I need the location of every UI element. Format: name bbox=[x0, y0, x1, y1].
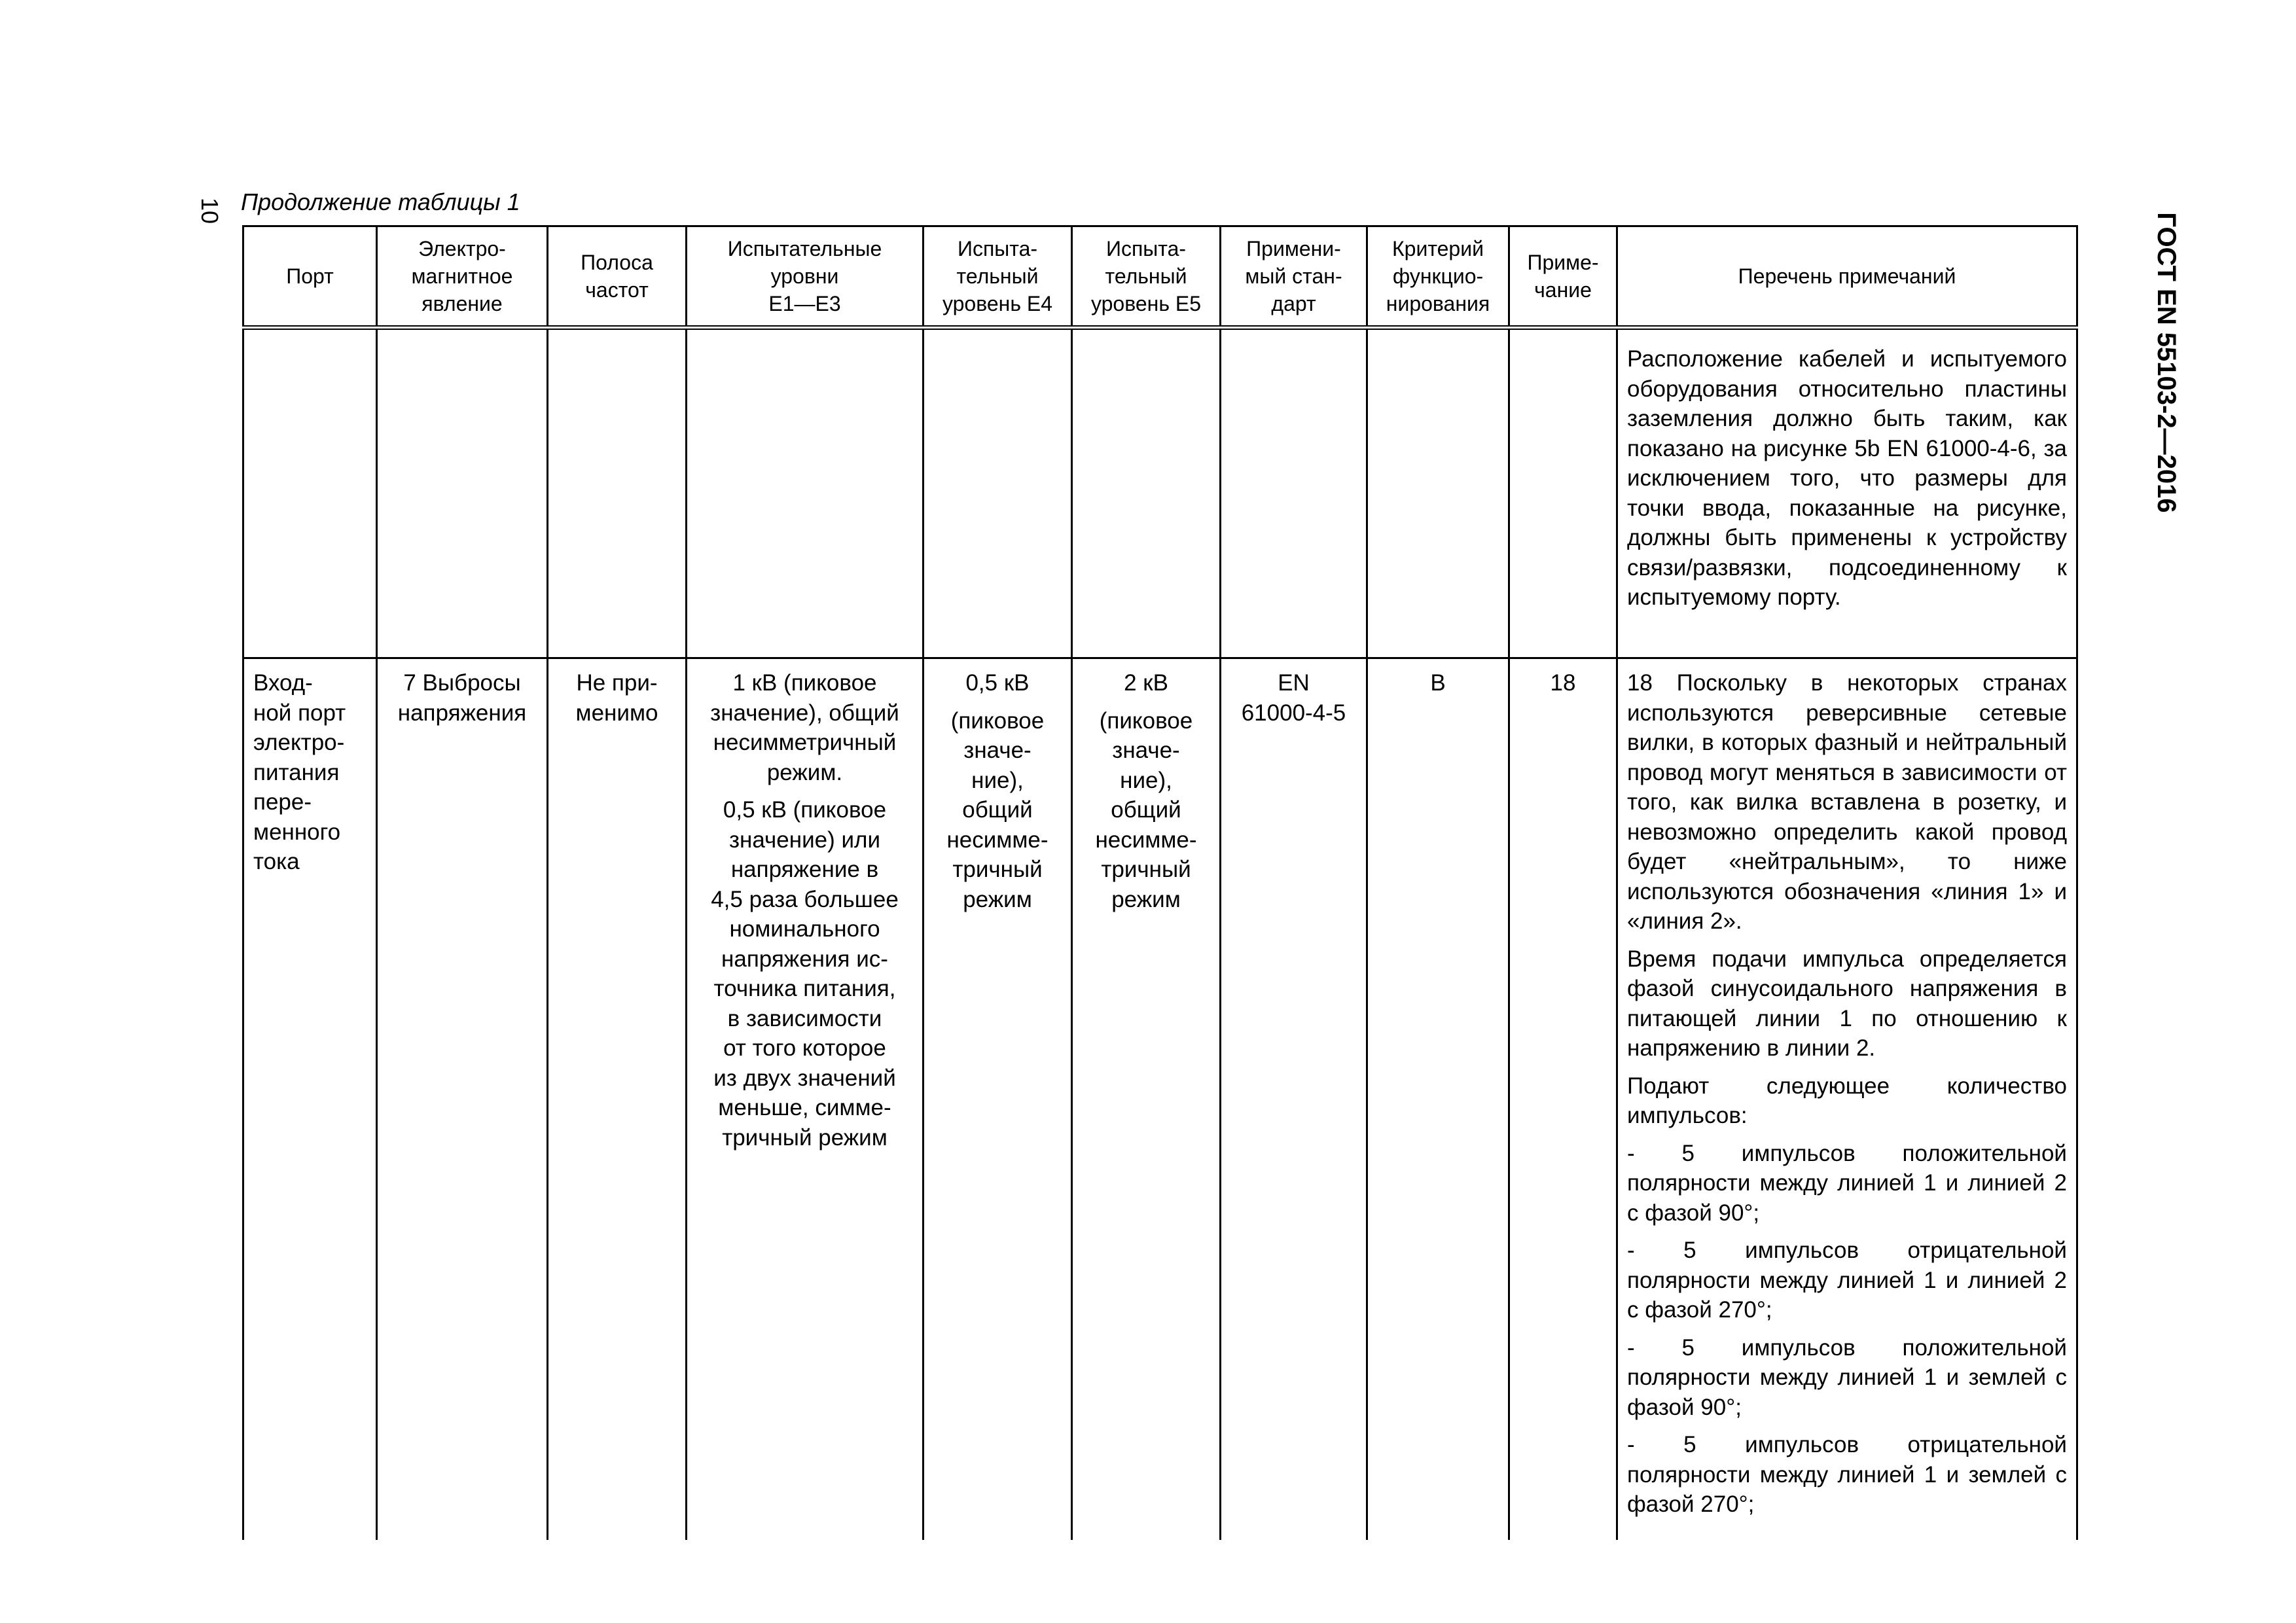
cell-empty-note bbox=[1509, 328, 1617, 658]
cell-notes-surge bbox=[1617, 658, 2077, 1541]
e4-value: 0,5 кВ bbox=[965, 670, 1030, 696]
header-phenomenon: Электро- магнитное явление bbox=[377, 226, 548, 328]
e4-description: (пиковое значе- ние), общий несимме- тричный режим bbox=[946, 707, 1049, 912]
table-caption: Продолжение таблицы 1 bbox=[241, 188, 520, 215]
cell-performance-criterion: B bbox=[1367, 658, 1509, 1541]
header-frequency-band: Полоса частот bbox=[548, 226, 687, 328]
e1e3-symmetric-mode: 0,5 кВ (пиковое значение) или напряжение в 4,5 раза большее номинального напряжения ис- точника питания, в зависимости от того которое из двух значений меньше, симме- тричный режим bbox=[711, 797, 899, 1150]
cell-empty-e4 bbox=[924, 328, 1072, 658]
table-header-row bbox=[243, 226, 2077, 328]
cell-empty-band bbox=[548, 328, 687, 658]
e1e3-common-mode: 1 кВ (пиковое значение), общий несимметричный режим. bbox=[710, 670, 899, 785]
cell-frequency-band: Не при- менимо bbox=[548, 658, 687, 1541]
table-row-continuation bbox=[243, 328, 2077, 658]
cell-applicable-standard: EN 61000-4-5 bbox=[1221, 658, 1367, 1541]
cell-empty-standard bbox=[1221, 328, 1367, 658]
header-applicable-standard: Примени- мый стан- дарт bbox=[1221, 226, 1367, 328]
cell-empty-phenomenon bbox=[377, 328, 548, 658]
e5-value: 2 кВ bbox=[1124, 670, 1168, 696]
cell-test-level-e5 bbox=[1072, 658, 1221, 1541]
header-performance-criterion: Критерий функцио- нирования bbox=[1367, 226, 1509, 328]
notes-paragraph: Время подачи импульса определяется фазой синусоидального напряжения в питающей линии 1 по отношению к напряжению в линии 2. bbox=[1627, 946, 2067, 1061]
notes-paragraph: 18 Поскольку в некоторых странах используются реверсивные сетевые вилки, в которых фазный и нейтральный провод могут меняться в зависимости от того, как вилка вставлена в розетку, и невозможно определить какой провод будет «нейтральным», то ниже используются обозначения «линия 1» и «линия 2». bbox=[1627, 670, 2067, 934]
table-row-surge bbox=[243, 658, 2077, 1541]
notes-paragraph: Расположение кабелей и испытуемого оборудования относительно пластины заземления должно быть таким, как показано на рисунке 5b EN 61000-4-6, за исключением того, что размеры для точки ввода, показанные на рисунке, должны быть применены к устройству связи/развязки, подсоединенному к испытуемому порту. bbox=[1627, 346, 2067, 610]
cell-empty-criterion bbox=[1367, 328, 1509, 658]
cell-port: Вход- ной порт электро- питания пере- менного тока bbox=[243, 658, 377, 1541]
header-test-level-e5: Испыта- тельный уровень E5 bbox=[1072, 226, 1221, 328]
notes-list-item: - 5 импульсов отрицательной полярности между линией 1 и землей с фазой 270°; bbox=[1627, 1432, 2067, 1517]
document-code: ГОСТ EN 55103-2—2016 bbox=[2152, 212, 2181, 513]
header-test-level-e4: Испыта- тельный уровень E4 bbox=[924, 226, 1072, 328]
page-number: 10 bbox=[196, 197, 223, 224]
notes-list-item: - 5 импульсов отрицательной полярности между линией 1 и линией 2 с фазой 270°; bbox=[1627, 1238, 2067, 1323]
cell-test-level-e4 bbox=[924, 658, 1072, 1541]
cell-note-ref: 18 bbox=[1509, 658, 1617, 1541]
notes-list-item: - 5 импульсов положительной полярности между линией 1 и землей с фазой 90°; bbox=[1627, 1334, 2067, 1420]
cell-phenomenon: 7 Выбросы напряжения bbox=[377, 658, 548, 1541]
header-note: Приме- чание bbox=[1509, 226, 1617, 328]
header-notes-list: Перечень примечаний bbox=[1617, 226, 2077, 328]
cell-empty-e5 bbox=[1072, 328, 1221, 658]
notes-list-item: - 5 импульсов положительной полярности между линией 1 и линией 2 с фазой 90°; bbox=[1627, 1140, 2067, 1226]
e5-description: (пиковое значе- ние), общий несимме- тричный режим bbox=[1095, 707, 1197, 912]
emc-test-table bbox=[242, 225, 2078, 1540]
header-port: Порт bbox=[243, 226, 377, 328]
cell-notes-continuation bbox=[1617, 328, 2077, 658]
cell-empty-port bbox=[243, 328, 377, 658]
header-test-levels-e1-e3: Испытательные уровни E1—E3 bbox=[687, 226, 924, 328]
cell-test-levels-e1-e3 bbox=[687, 658, 924, 1541]
cell-empty-e1e3 bbox=[687, 328, 924, 658]
notes-paragraph: Подают следующее количество импульсов: bbox=[1627, 1073, 2067, 1128]
